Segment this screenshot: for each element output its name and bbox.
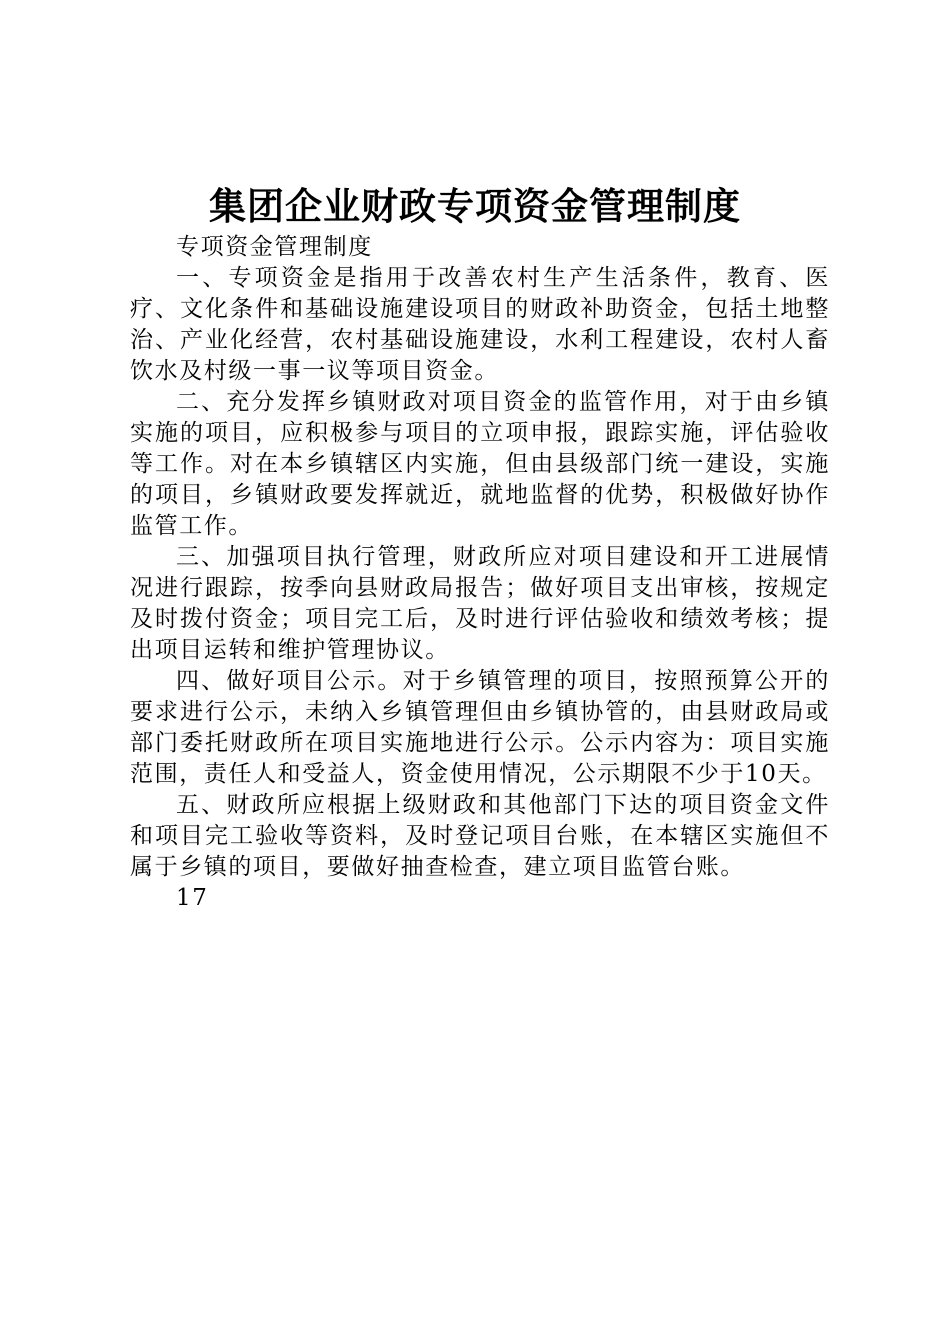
document-body [130, 232, 830, 914]
paragraph-3: 三、加强项目执行管理，财政所应对项目建设和开工进展情况进行跟踪，按季向县财政局报告；做好项目支出审核，按规定及时拨付资金；项目完工后，及时进行评估验收和绩效考核；提出项目运转和维护管理协议。 [130, 544, 830, 663]
paragraph-4: 四、做好项目公示。对于乡镇管理的项目，按照预算公开的要求进行公示，未纳入乡镇管理但由乡镇协管的，由县财政局或部门委托财政所在项目实施地进行公示。公示内容为：项目实施范围，责任人和受益人，资金使用情况，公示期限不少于10天。 [130, 668, 830, 787]
paragraph-5: 五、财政所应根据上级财政和其他部门下达的项目资金文件和项目完工验收等资料，及时登记项目台账，在本辖区实施但不属于乡镇的项目，要做好抽查检查，建立项目监管台账。 [130, 792, 830, 880]
page-number: 17 [176, 885, 209, 911]
subtitle-paragraph: 专项资金管理制度 [176, 234, 373, 260]
paragraph-2: 二、充分发挥乡镇财政对项目资金的监管作用，对于由乡镇实施的项目，应积极参与项目的立项申报，跟踪实施，评估验收等工作。对在本乡镇辖区内实施，但由县级部门统一建设，实施的项目，乡镇财政要发挥就近，就地监督的优势，积极做好协作监管工作。 [130, 389, 830, 539]
document-title: 集团企业财政专项资金管理制度 [209, 185, 741, 228]
paragraph-1: 一、专项资金是指用于改善农村生产生活条件，教育、医疗、文化条件和基础设施建设项目的财政补助资金，包括土地整治、产业化经营，农村基础设施建设，水利工程建设，农村人畜饮水及村级一事一议等项目资金。 [130, 265, 830, 384]
